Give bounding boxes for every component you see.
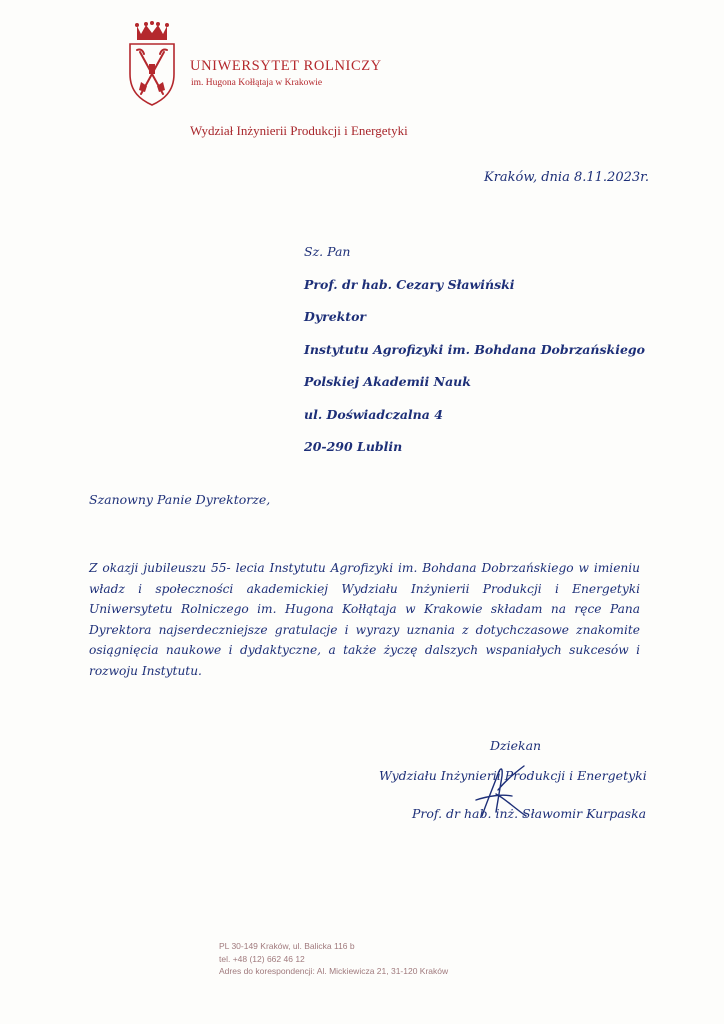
- footer-correspondence: Adres do korespondencji: Al. Mickiewicza 21, 31-120 Kraków: [219, 966, 449, 976]
- signatory-title: Dziekan: [490, 738, 542, 753]
- letter-body: Z okazji jubileuszu 55- lecia Instytutu Agrofizyki im. Bohdana Dobrzańskiego w imieniu władz i społeczności akademickiej Wydziału Inżynierii Produkcji i Energetyki Uniwersytetu Rolniczego im. Hugona Kołłątaja w Krakowie składam na ręce Pana Dyrektora najserdeczniejsze gratulacje i wyrazy uznania z dotychczasowe znakomite osiągnięcia naukowe i dydaktyczne, a także życzę dalszych wspaniałych sukcesów i rozwoju Instytutu.: [89, 561, 640, 678]
- recipient-street: ul. Doświadczalna 4: [304, 406, 443, 422]
- recipient-salutation: Sz. Pan: [304, 244, 351, 259]
- letterhead-footer: [219, 940, 448, 978]
- signatory-faculty: Wydziału Inżynierii Produkcji i Energetyki: [379, 768, 647, 783]
- university-crest-logo: [127, 20, 177, 106]
- recipient-name: Prof. dr hab. Cezary Sławiński: [304, 276, 515, 292]
- recipient-academy: Polskiej Akademii Nauk: [304, 374, 471, 389]
- footer-address: PL 30-149 Kraków, ul. Balicka 116 b: [219, 941, 355, 951]
- letter-date: Kraków, dnia 8.11.2023r.: [484, 170, 650, 185]
- signatory-name: Prof. dr hab. inż. Sławomir Kurpaska: [412, 806, 647, 821]
- handwritten-signature: [468, 760, 538, 820]
- footer-phone: tel. +48 (12) 662 46 12: [219, 953, 305, 964]
- recipient-institute: Instytutu Agrofizyki im. Bohdana Dobrzańskiego: [304, 341, 645, 357]
- university-subtitle: im. Hugona Kołłątaja w Krakowie: [191, 78, 323, 88]
- letter-greeting: Szanowny Panie Dyrektorze,: [89, 492, 271, 507]
- recipient-address: [304, 236, 645, 464]
- recipient-position: Dyrektor: [304, 309, 366, 324]
- recipient-city: 20-290 Lublin: [304, 439, 403, 454]
- faculty-name: Wydział Inżynierii Produkcji i Energetyki: [190, 123, 408, 138]
- university-name: UNIWERSYTET ROLNICZY: [190, 58, 382, 74]
